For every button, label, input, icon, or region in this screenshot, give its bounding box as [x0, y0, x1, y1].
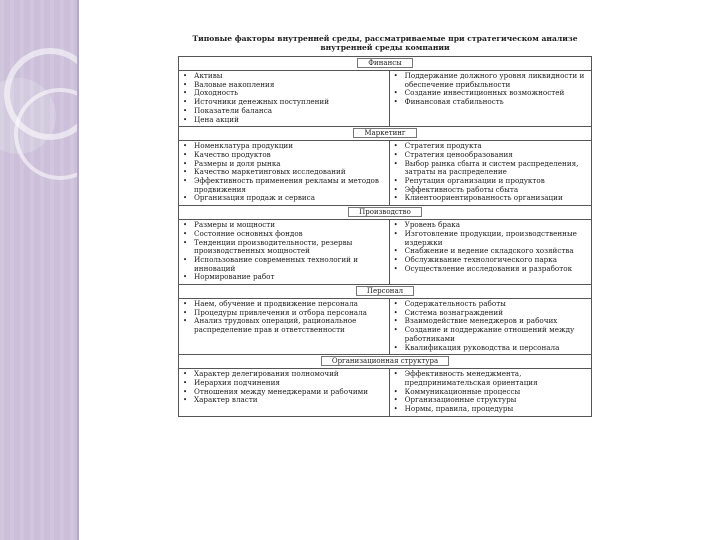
section-title: Организационная структура: [321, 356, 449, 366]
section-header-row: [179, 355, 592, 369]
section-header-row: [179, 206, 592, 220]
factor-list: [393, 221, 588, 273]
list-item: • Эффективность работы сбыта: [393, 186, 588, 195]
factors-column: [179, 71, 390, 127]
section-content-row: [179, 71, 592, 127]
list-item: • Размеры и доля рынка: [182, 160, 386, 169]
factor-list: [182, 370, 386, 405]
section-title: Производство: [348, 207, 422, 217]
factors-table: [178, 56, 592, 417]
panel-edge-line: [77, 0, 79, 540]
section-title: Персонал: [356, 286, 414, 296]
section-title: Финансы: [357, 58, 412, 68]
section-header-row: [179, 127, 592, 141]
list-item: • Система вознаграждений: [393, 309, 588, 318]
list-item: • Характер власти: [182, 396, 386, 405]
analysis-column: [389, 299, 591, 355]
list-item: • Репутация организации и продуктов: [393, 177, 588, 186]
list-item: • Осуществление исследования и разработок: [393, 265, 588, 274]
analysis-column: [389, 220, 591, 285]
section-title: Маркетинг: [353, 128, 416, 138]
factor-list: [182, 300, 386, 335]
decorative-side-panel: [0, 0, 79, 540]
factor-list: [393, 72, 588, 107]
list-item: • Источники денежных поступлений: [182, 98, 386, 107]
factors-column: [179, 299, 390, 355]
list-item: • Нормирование работ: [182, 273, 386, 282]
list-item: • Организационные структуры: [393, 396, 588, 405]
section-content-row: [179, 141, 592, 206]
factor-list: [182, 72, 386, 124]
factors-column: [179, 141, 390, 206]
list-item: • Тенденции производительности, резервы производственных мощностей: [182, 239, 386, 256]
list-item: • Состояние основных фондов: [182, 230, 386, 239]
list-item: • Обслуживание технологического парка: [393, 256, 588, 265]
analysis-column: [389, 71, 591, 127]
list-item: • Клиентоориентированность организации: [393, 194, 588, 203]
list-item: • Качество маркетинговых исследований: [182, 168, 386, 177]
list-item: • Нормы, правила, процедуры: [393, 405, 588, 414]
list-item: • Изготовление продукции, производственные издержки: [393, 230, 588, 247]
section-content-row: [179, 299, 592, 355]
list-item: • Использование современных технологий и инноваций: [182, 256, 386, 273]
list-item: • Валовые накопления: [182, 81, 386, 90]
list-item: • Стратегия продукта: [393, 142, 588, 151]
list-item: • Анализ трудовых операций, рациональное распределение прав и ответственности: [182, 317, 386, 334]
list-item: • Показатели баланса: [182, 107, 386, 116]
document: [178, 34, 592, 417]
list-item: • Организация продаж и сервиса: [182, 194, 386, 203]
list-item: • Цена акций: [182, 116, 386, 125]
list-item: • Содержательность работы: [393, 300, 588, 309]
list-item: • Качество продуктов: [182, 151, 386, 160]
list-item: • Взаимодействие менеджеров и рабочих: [393, 317, 588, 326]
list-item: • Эффективность применения рекламы и методов продвижения: [182, 177, 386, 194]
list-item: • Выбор рынка сбыта и систем распределения, затраты на распределение: [393, 160, 588, 177]
section-header-row: [179, 57, 592, 71]
section-header-row: [179, 285, 592, 299]
list-item: • Снабжение и ведение складского хозяйства: [393, 247, 588, 256]
list-item: • Стратегия ценообразования: [393, 151, 588, 160]
factor-list: [182, 221, 386, 282]
factor-list: [393, 370, 588, 414]
list-item: • Процедуры привлечения и отбора персонала: [182, 309, 386, 318]
factor-list: [182, 142, 386, 203]
list-item: • Характер делегирования полномочий: [182, 370, 386, 379]
list-item: • Номенклатура продукции: [182, 142, 386, 151]
list-item: • Наем, обучение и продвижение персонала: [182, 300, 386, 309]
factors-column: [179, 369, 390, 417]
analysis-column: [389, 141, 591, 206]
list-item: • Создание и поддержание отношений между работниками: [393, 326, 588, 343]
factor-list: [393, 142, 588, 203]
section-content-row: [179, 369, 592, 417]
list-item: • Коммуникационные процессы: [393, 388, 588, 397]
factor-list: [393, 300, 588, 352]
list-item: • Поддержание должного уровня ликвидности и обеспечение прибыльности: [393, 72, 588, 89]
list-item: • Финансовая стабильность: [393, 98, 588, 107]
list-item: • Уровень брака: [393, 221, 588, 230]
list-item: • Размеры и мощности: [182, 221, 386, 230]
list-item: • Эффективность менеджмента, предпринимательская ориентация: [393, 370, 588, 387]
list-item: • Создание инвестиционных возможностей: [393, 89, 588, 98]
list-item: • Отношения между менеджерами и рабочими: [182, 388, 386, 397]
list-item: • Иерархия подчинения: [182, 379, 386, 388]
list-item: • Квалификация руководства и персонала: [393, 344, 588, 353]
section-content-row: [179, 220, 592, 285]
list-item: • Доходность: [182, 89, 386, 98]
analysis-column: [389, 369, 591, 417]
list-item: • Активы: [182, 72, 386, 81]
factors-column: [179, 220, 390, 285]
document-title: Типовые факторы внутренней среды, рассматриваемые при стратегическом анализе внутренней среды компании: [192, 34, 578, 52]
